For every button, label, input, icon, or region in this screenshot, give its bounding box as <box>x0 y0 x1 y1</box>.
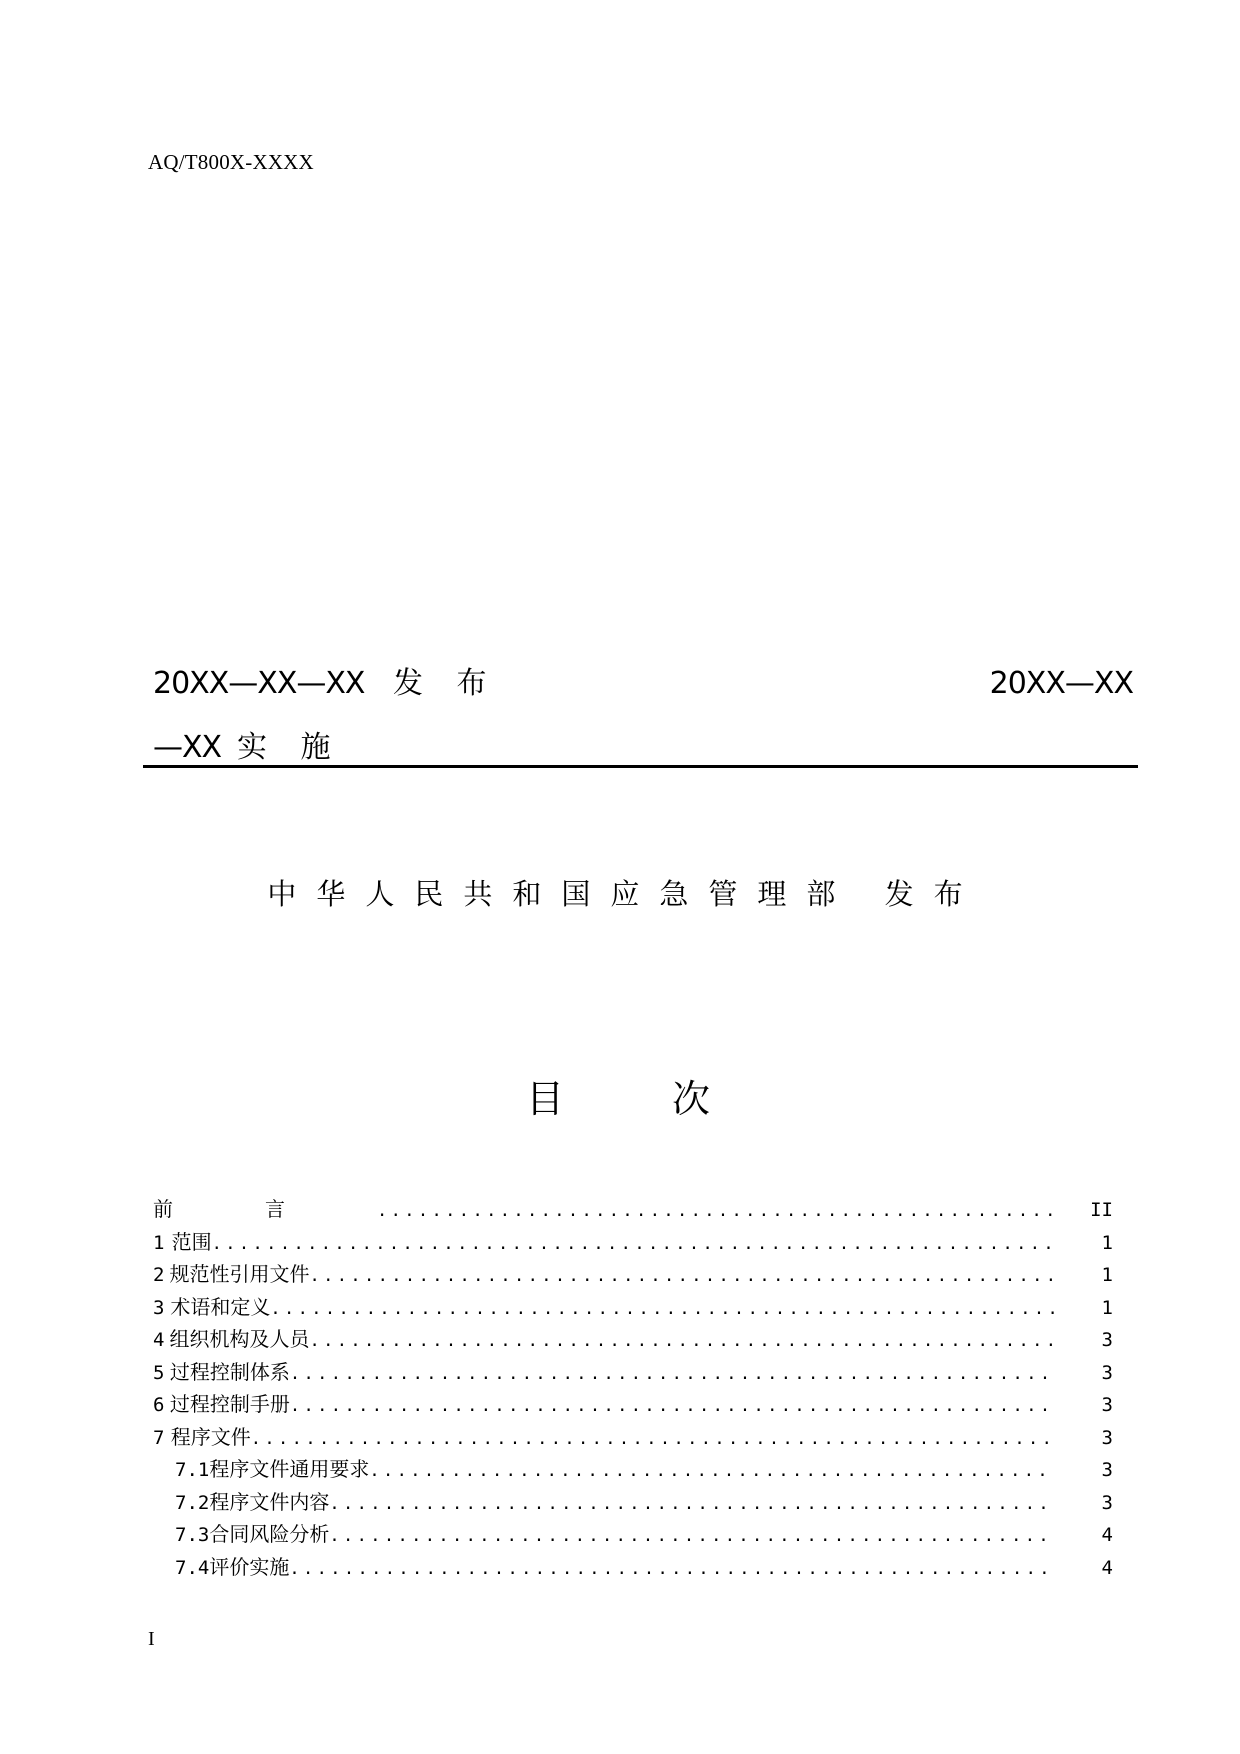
toc-entry-title: 术语和定义 <box>170 1294 271 1319</box>
implement-date-part1: 20XX—XX <box>989 666 1133 701</box>
toc-leader-dots <box>329 1520 1055 1553</box>
toc-entry-title: 范围 <box>171 1229 212 1254</box>
implement-date-part2: —XX <box>153 730 222 765</box>
toc-leader-dots <box>212 1228 1055 1261</box>
toc-entry-title: 规范性引用文件 <box>169 1262 310 1286</box>
toc-entry-number: 3 <box>153 1296 165 1319</box>
toc-entry-number: 7.3 <box>175 1524 210 1546</box>
toc-entry-page: 1 <box>1101 1264 1113 1286</box>
toc-entry-title: 程序文件 <box>170 1424 251 1449</box>
toc-entry[interactable] <box>153 1323 1113 1356</box>
toc-subentry[interactable] <box>153 1518 1113 1551</box>
toc-leader-dots <box>377 1195 1055 1228</box>
toc-entry-page: 1 <box>1101 1296 1113 1319</box>
toc-entry-number: 7.1 <box>175 1459 210 1481</box>
toc-entry-number: 7.4 <box>175 1556 210 1579</box>
toc-entry[interactable] <box>153 1226 1113 1259</box>
toc-entry-title: 程序文件内容 <box>209 1489 330 1514</box>
toc-entry-page: 3 <box>1101 1459 1113 1481</box>
toc-leader-dots <box>270 1293 1055 1326</box>
toc-entry-title: 组织机构及人员 <box>169 1327 310 1351</box>
issue-date-line <box>153 652 1133 716</box>
toc-entry-page: 3 <box>1101 1361 1113 1384</box>
toc-entry-number: 6 <box>153 1394 165 1416</box>
issue-label: 发 布 <box>393 666 499 701</box>
toc-entry-page: 3 <box>1101 1394 1113 1416</box>
toc-entry-title: 过程控制体系 <box>169 1359 290 1384</box>
table-of-contents <box>153 1193 1113 1583</box>
toc-subentry[interactable] <box>153 1551 1113 1584</box>
toc-entry-number: 7 <box>153 1426 165 1449</box>
toc-leader-dots <box>289 1553 1055 1586</box>
toc-leader-dots <box>309 1260 1055 1293</box>
page-number: I <box>148 1628 155 1650</box>
toc-entry-page: 3 <box>1101 1329 1113 1351</box>
toc-entry-page: 1 <box>1101 1231 1113 1254</box>
toc-leader-dots <box>251 1423 1055 1456</box>
toc-entry-page: 3 <box>1101 1491 1113 1514</box>
toc-entry-page: 4 <box>1101 1524 1113 1546</box>
date-block <box>153 652 1133 780</box>
toc-entry-number: 7.2 <box>175 1491 210 1514</box>
toc-entry-number: 1 <box>153 1231 165 1254</box>
toc-entry[interactable] <box>153 1356 1113 1389</box>
toc-entry-number: 5 <box>153 1361 165 1384</box>
toc-subentry[interactable] <box>153 1486 1113 1519</box>
toc-heading: 目 次 <box>525 1077 759 1121</box>
toc-leader-dots <box>290 1390 1055 1423</box>
implement-date-line <box>153 716 1133 780</box>
toc-entry-number: 2 <box>153 1264 165 1286</box>
toc-leader-dots <box>329 1488 1055 1521</box>
toc-leader-dots <box>309 1325 1055 1358</box>
toc-leader-dots <box>369 1455 1055 1488</box>
toc-entry-title: 前言 <box>153 1197 377 1221</box>
toc-entry[interactable] <box>153 1291 1113 1324</box>
publisher: 中华人民共和国应急管理部 发布 <box>267 877 983 911</box>
implement-label: 实 施 <box>237 730 343 765</box>
toc-subentry[interactable] <box>153 1453 1113 1486</box>
toc-entry-page: II <box>1090 1199 1113 1221</box>
standard-code: AQ/T800X-XXXX <box>148 150 314 174</box>
toc-entry-number: 4 <box>153 1329 165 1351</box>
toc-entry-title: 合同风险分析 <box>209 1522 330 1546</box>
toc-entry-page: 3 <box>1101 1426 1113 1449</box>
toc-entry-title: 评价实施 <box>209 1554 290 1579</box>
toc-entry-title: 过程控制手册 <box>169 1392 290 1416</box>
issue-date: 20XX—XX—XX <box>153 666 365 701</box>
toc-entry-title: 程序文件通用要求 <box>209 1457 370 1481</box>
toc-leader-dots <box>290 1358 1055 1391</box>
toc-entry[interactable] <box>153 1421 1113 1454</box>
toc-entry[interactable] <box>153 1388 1113 1421</box>
toc-entry-page: 4 <box>1101 1556 1113 1579</box>
toc-entry-preface[interactable] <box>153 1193 1113 1226</box>
toc-entry[interactable] <box>153 1258 1113 1291</box>
horizontal-rule <box>143 765 1138 768</box>
